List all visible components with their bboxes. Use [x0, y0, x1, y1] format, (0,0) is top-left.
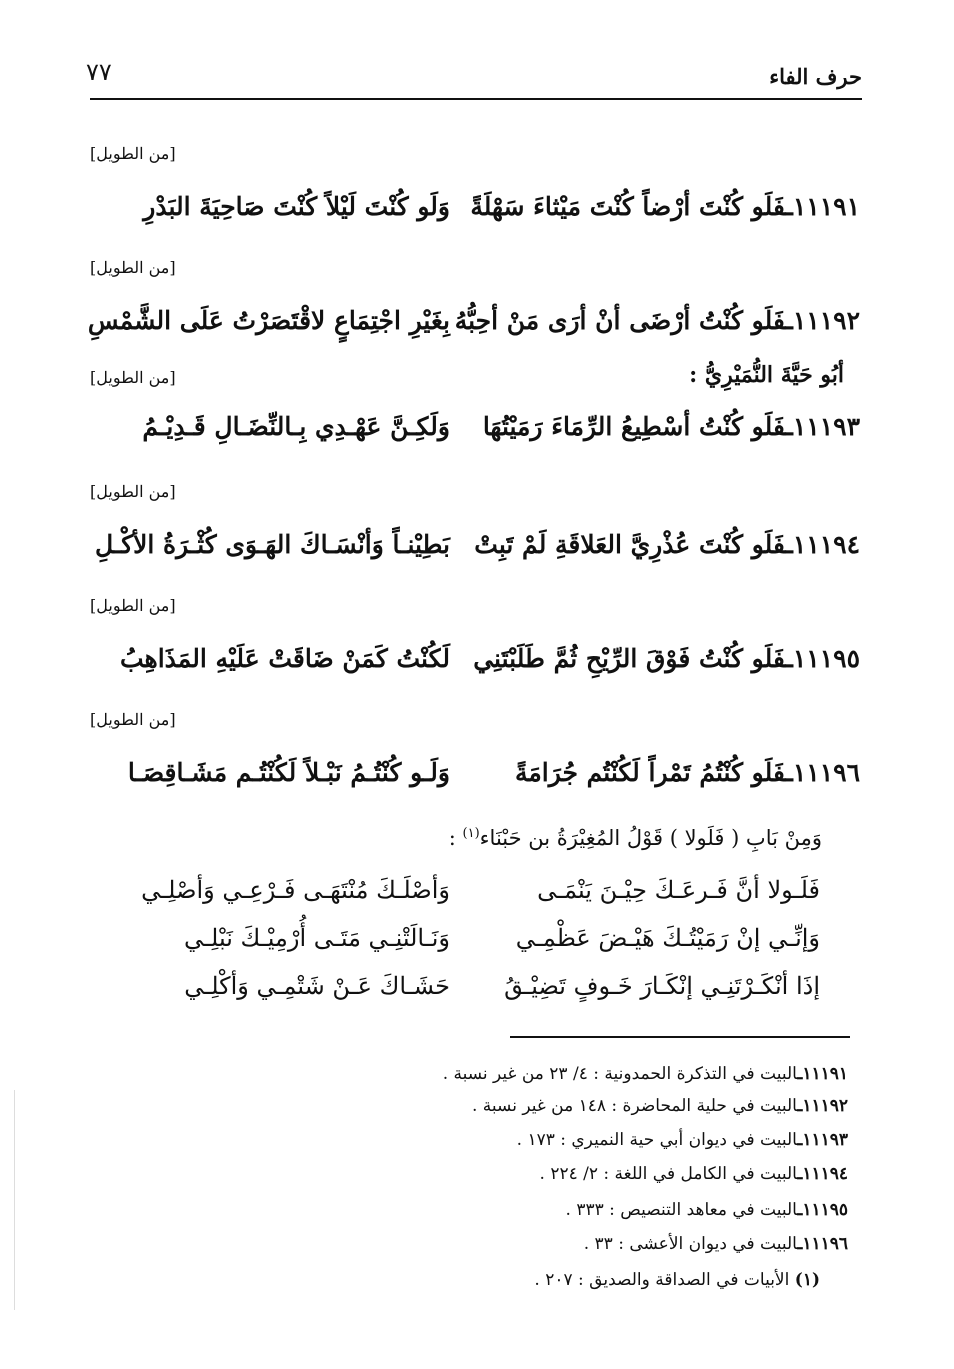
verse-line: [100, 412, 860, 456]
hemistich-text: فَلَو كُنْتَ عُذْرِيَّ العَلاقَةِ لَمْ تَبِتْ: [474, 530, 786, 559]
verse-number: ١١١٩٥ـ: [785, 644, 860, 673]
poem-first-hemistich: فَلَـولا أنَّ فَـرعَـكَ حِيْـنَ يَنْمَـى: [537, 876, 820, 904]
verse-first-hemistich: [454, 306, 860, 335]
footnote: [517, 1130, 848, 1150]
poem-second-hemistich: وَنَـالَتْنِـي مَتَـى أُرْمِيْـكَ نَبْلِـي: [184, 924, 450, 952]
running-header-title: حرف الفاء: [769, 64, 862, 89]
footnote-text: البيت في الكامل في اللغة : ٢/ ٢٢٤ .: [539, 1164, 798, 1184]
poem-first-hemistich: إذَا أنْكَـرْتَنِـي إنْكَـارَ خَـوفٍ تَضِيْـقُ: [504, 972, 820, 1000]
footnote-number: ١١١٩١ـ: [797, 1064, 848, 1084]
verse-second-hemistich: بِغَيْرِ اجْتِمَاعٍ لاقْتَصَرْتُ عَلَى الشَّمْسِ: [87, 306, 450, 335]
verse-first-hemistich: [470, 644, 860, 673]
meter-label: [من الطويل]: [90, 710, 176, 729]
hemistich-text: فَلَو كُنْتُ أسْطِيعُ الرِّمَاءَ رَمَيْتُهَا: [482, 412, 786, 441]
poet-attribution: أبُو حَيَّةَ النُّمَيْرِيُّ :: [689, 362, 844, 388]
page-number: ٧٧: [86, 58, 112, 86]
hemistich-text: فَلَو كُنْتُ فَوْقَ الرِّيْحِ ثُمَّ طَلَبْتَنِي: [473, 644, 786, 673]
poem-first-hemistich: وَإنِّـي إنْ رَمَيْتُـكَ هَيْـضَ عَظْمِـي: [515, 924, 820, 952]
footnote-text: الأبيات في الصداقة والصديق : ٢٠٧ .: [534, 1270, 790, 1290]
footnote-marker: (١): [462, 826, 480, 841]
hemistich-text: فَلَو كُنْتُمُ تَمْراً لَكُنْتُم جُرَامَةً: [514, 758, 786, 787]
intro-text: وَمِنْ بَابِ ( فَلَولا ) قَوْلُ المُغِيْرَةُ بن حَبْنَاء: [479, 826, 822, 850]
poem-line: [110, 972, 820, 1012]
section-intro: [449, 826, 822, 850]
footnote-number: ١١١٩٦ـ: [797, 1234, 848, 1254]
meter-label: [من الطويل]: [90, 596, 176, 615]
meter-label: [من الطويل]: [90, 144, 176, 163]
hemistich-text: فَلَو كُنْتُ أرْضَى أنْ أرَى مَنْ أحِبُّهُ: [454, 306, 786, 335]
verse-line: [94, 530, 860, 574]
hemistich-text: فَلَو كُنْتَ أرْضاً كُنْتَ مَيْثاءَ سَهْلَةً: [470, 192, 786, 221]
footnote: [566, 1200, 848, 1220]
verse-line: [100, 758, 860, 802]
poem-line: [110, 924, 820, 964]
footnote-text: البيت في ديوان أبي حية النميري : ١٧٣ .: [516, 1130, 798, 1150]
verse-number: ١١١٩٤ـ: [785, 530, 860, 559]
footnote: [540, 1164, 849, 1184]
footnote-number: ١١١٩٥ـ: [797, 1200, 848, 1220]
footnote-number: ١١١٩٤ـ: [797, 1164, 848, 1184]
footnote-text: البيت في معاهد التنصيص : ٣٣٣ .: [565, 1200, 798, 1220]
meter-label: [من الطويل]: [90, 482, 176, 501]
footnote: [472, 1096, 848, 1116]
verse-second-hemistich: بَطِيْنـاً وَأنْسَـاكَ الهَـوَى كُثْـرَةُ الأكْـلِ: [94, 530, 450, 559]
intro-colon: :: [448, 826, 456, 850]
footnote-text: البيت في حلية المحاضرة : ١٤٨ من غير نسبة .: [472, 1096, 798, 1116]
footnote: [534, 1270, 820, 1290]
verse-first-hemistich: [470, 192, 860, 221]
footnote-rule: [510, 1036, 850, 1038]
meter-label: [من الطويل]: [90, 258, 176, 277]
verse-second-hemistich: وَلَـو كُنْتُـمُ نَبْـلاً لَكُنْتُـم مَشَـاقِصَـا: [127, 758, 450, 787]
footnote: [584, 1234, 848, 1254]
verse-line: [100, 644, 860, 688]
scan-margin-line: [14, 1090, 15, 1310]
footnote-text: البيت في ديوان الأعشى : ٣٣ .: [583, 1234, 798, 1254]
verse-line: [100, 192, 860, 236]
verse-first-hemistich: [470, 412, 860, 441]
footnote-number: ١١١٩٣ـ: [797, 1130, 848, 1150]
footnote-text: البيت في التذكرة الحمدونية : ٤/ ٢٣ من غير نسبة .: [442, 1064, 798, 1084]
header-rule: [90, 98, 862, 100]
verse-number: ١١١٩١ـ: [785, 192, 860, 221]
poem-second-hemistich: حَشَـاكَ عَـنْ شَتْمِـي وَأكْلِـي: [184, 972, 450, 1000]
verse-number: ١١١٩٦ـ: [785, 758, 860, 787]
verse-line: [87, 306, 860, 350]
footnote-number: ١١١٩٢ـ: [797, 1096, 848, 1116]
meter-label: [من الطويل]: [90, 368, 176, 387]
verse-first-hemistich: [470, 758, 860, 787]
poem-line: [110, 876, 820, 916]
verse-number: ١١١٩٢ـ: [785, 306, 860, 335]
footnote-number: (١): [794, 1270, 820, 1290]
verse-second-hemistich: لَكُنْتُ كَمَنْ ضَاقَتْ عَلَيْهِ المَذَاهِبُ: [119, 644, 450, 673]
poem-second-hemistich: وَأصْلَـكَ مُنْتَهَـى فَـرْعِـي وَأصْلِـي: [141, 876, 450, 904]
verse-second-hemistich: وَلَو كُنْتَ لَيْلاً كُنْتَ صَاحِيَةَ البَدْرِ: [143, 192, 450, 221]
verse-second-hemistich: وَلَكِـنَّ عَهْـدِي بِـالنِّضَـالِ قَـدِيْـمُ: [142, 412, 450, 441]
footnote: [443, 1064, 848, 1084]
verse-first-hemistich: [470, 530, 860, 559]
verse-number: ١١١٩٣ـ: [785, 412, 860, 441]
